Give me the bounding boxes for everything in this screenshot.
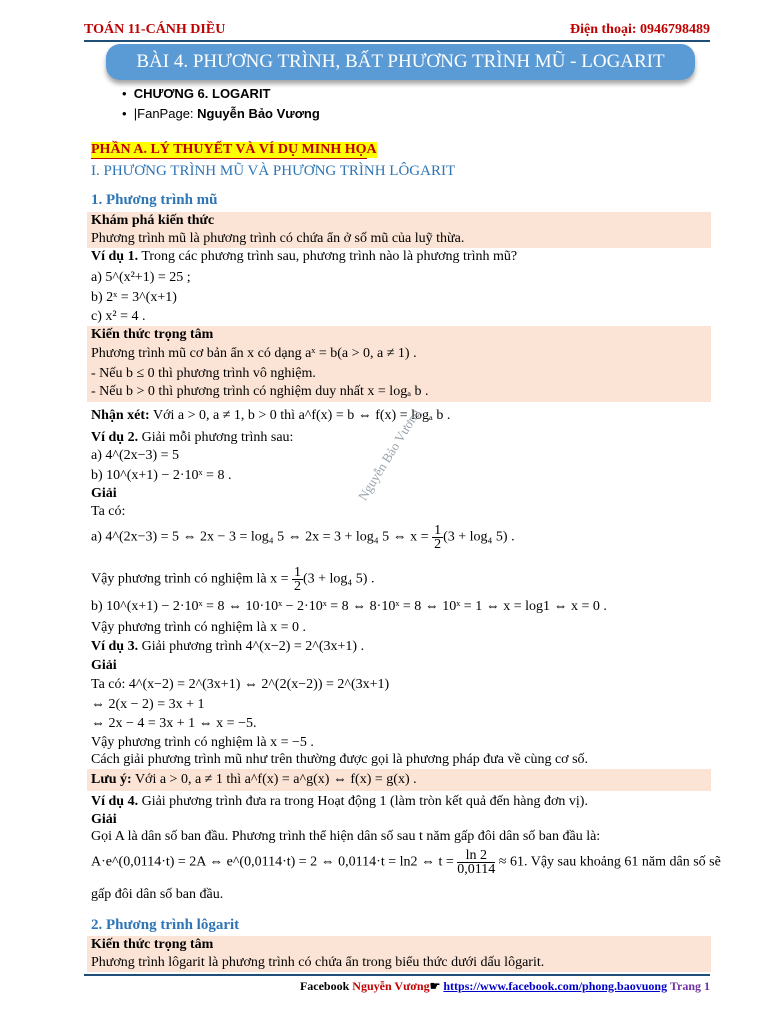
footer-facebook: Facebook: [299, 979, 353, 993]
header-divider: [84, 40, 710, 42]
half-fraction-2: [292, 566, 303, 593]
key-knowledge-line-1: Phương trình mũ cơ bản ẩn x có dạng aˣ = b(a > 0, a ≠ 1) .: [91, 346, 417, 361]
example-4-solve-label: Giải: [91, 812, 117, 827]
example-4-line-2-pre: A·e^(0,0114·t) = 2A ⇔ e^(0,0114·t) = 2 ⇔ 0,0114·t = ln2 ⇔ t =: [91, 854, 454, 870]
conclusion-a-post: (3 + log₄ 5) .: [302, 571, 375, 587]
example-1-a: a) 5^(x²+1) = 25 ;: [91, 270, 191, 285]
key-knowledge-2-title: Kiến thức trọng tâm: [91, 937, 214, 952]
half-den-2: 2: [293, 579, 301, 594]
section-a-heading: PHẦN A. LÝ THUYẾT VÀ VÍ DỤ MINH HỌA: [91, 142, 377, 157]
explore-title: Khám phá kiến thức: [91, 213, 215, 228]
sub-heading-exponential: 1. Phương trình mũ: [91, 192, 218, 208]
example-3-text: Giải phương trình 4^(x−2) = 2^(3x+1) .: [141, 639, 365, 654]
example-2-solution-b: b) 10^(x+1) − 2·10ˣ = 8 ⇔ 10·10ˣ − 2·10ˣ = 8 ⇔ 8·10ˣ = 8 ⇔ 10ˣ = 1 ⇔ x = log1 ⇔ x = 0 .: [91, 599, 607, 614]
footer-divider: [84, 974, 710, 976]
example-2-conclusion-a: [91, 566, 374, 593]
example-1-label: Ví dụ 1.: [91, 249, 139, 264]
example-4-line-2: [91, 849, 721, 876]
solution-a-post: (3 + log₄ 5) .: [443, 529, 515, 545]
ln2-num: ln 2: [457, 849, 495, 863]
example-2-text: Giải mỗi phương trình sau:: [141, 430, 294, 445]
page-number: Trang 1: [667, 979, 710, 993]
key-knowledge-2-text: Phương trình lôgarit là phương trình có chứa ẩn trong biểu thức dưới dấu lôgarit.: [91, 955, 545, 970]
example-2-label: Ví dụ 2.: [91, 430, 139, 445]
footer-author: Nguyễn Vương: [352, 979, 430, 993]
footer: [300, 979, 710, 994]
chapter-label: CHƯƠNG 6. LOGARIT: [133, 86, 271, 101]
example-2-a: a) 4^(2x−3) = 5: [91, 448, 180, 463]
ln2-fraction: [457, 849, 495, 876]
example-4: [91, 794, 588, 810]
example-2-conclusion-b: Vậy phương trình có nghiệm là x = 0 .: [91, 620, 306, 635]
header-subject: TOÁN 11-CÁNH DIỀU: [84, 22, 226, 37]
fanpage-prefix: |FanPage:: [133, 106, 198, 121]
lesson-title-banner: BÀI 4. PHƯƠNG TRÌNH, BẤT PHƯƠNG TRÌNH MŨ - LOGARIT: [106, 44, 695, 80]
watermark-text: Nguyễn Bảo Vương: [355, 406, 424, 503]
example-1-b: b) 2ˣ = 3^(x+1): [91, 290, 177, 305]
pointing-hand-icon: ☛: [429, 979, 444, 993]
heading-1: I. PHƯƠNG TRÌNH MŨ VÀ PHƯƠNG TRÌNH LÔGARIT: [91, 163, 456, 179]
example-3-solve-label: Giải: [91, 658, 117, 673]
example-4-line-1: Gọi A là dân số ban đầu. Phương trình thể hiện dân số sau t năm gấp đôi dân số ban đầu là:: [91, 829, 601, 844]
key-knowledge-title: Kiến thức trọng tâm: [91, 327, 214, 342]
example-3-line-4: Vậy phương trình có nghiệm là x = −5 .: [91, 735, 314, 750]
header-phone: Điện thoại: 0946798489: [570, 22, 710, 37]
solution-a-pre: a) 4^(2x−3) = 5 ⇔ 2x − 3 = log₄ 5 ⇔ 2x = 3 + log₄ 5 ⇔ x =: [91, 529, 429, 545]
key-knowledge-line-3: - Nếu b > 0 thì phương trình có nghiệm duy nhất x = logₐ b .: [91, 384, 429, 399]
example-3-line-2: ⇔ 2(x − 2) = 3x + 1: [91, 697, 205, 712]
note-text: Với a > 0, a ≠ 1 thì a^f(x) = a^g(x) ⇔ f(x) = g(x) .: [134, 772, 417, 787]
example-1-text: Trong các phương trình sau, phương trình nào là phương trình mũ?: [141, 249, 518, 264]
example-2-taco: Ta có:: [91, 504, 126, 519]
example-4-line-2-post: ≈ 61. Vậy sau khoảng 61 năm dân số sẽ: [498, 854, 721, 870]
example-2-b: b) 10^(x+1) − 2·10ˣ = 8 .: [91, 468, 232, 483]
example-2-solve-label: Giải: [91, 486, 117, 501]
example-4-text: Giải phương trình đưa ra trong Hoạt động 1 (làm tròn kết quả đến hàng đơn vị).: [141, 794, 588, 809]
conclusion-a-pre: Vậy phương trình có nghiệm là x =: [91, 571, 289, 587]
half-den: 2: [434, 537, 442, 552]
example-3-line-3: ⇔ 2x − 4 = 3x + 1 ⇔ x = −5.: [91, 716, 257, 731]
explore-text: Phương trình mũ là phương trình có chứa ẩn ở số mũ của luỹ thừa.: [91, 231, 465, 246]
section-a-underline: [91, 158, 367, 159]
half-num-2: 1: [293, 565, 301, 580]
example-2-solution-a: [91, 524, 515, 551]
chapter-bullet: • CHƯƠNG 6. LOGARIT: [122, 86, 271, 101]
half-fraction: [432, 524, 443, 551]
example-1-c: c) x² = 4 .: [91, 309, 146, 324]
example-3-label: Ví dụ 3.: [91, 639, 139, 654]
example-4-line-3: gấp đôi dân số ban đầu.: [91, 887, 224, 902]
remark: [91, 408, 450, 424]
sub-heading-logarithmic: 2. Phương trình lôgarit: [91, 917, 240, 933]
example-2: [91, 430, 293, 446]
example-3-line-5: Cách giải phương trình mũ như trên thường được gọi là phương pháp đưa về cùng cơ số.: [91, 752, 589, 767]
example-1: [91, 249, 517, 265]
remark-text: Với a > 0, a ≠ 1, b > 0 thì a^f(x) = b ⇔ f(x) = logₐ b .: [152, 408, 451, 423]
example-4-label: Ví dụ 4.: [91, 794, 139, 809]
ln2-den: 0,0114: [457, 862, 496, 877]
key-knowledge-line-2: - Nếu b ≤ 0 thì phương trình vô nghiệm.: [91, 366, 316, 381]
note-label: Lưu ý:: [91, 772, 132, 787]
footer-link[interactable]: https://www.facebook.com/phong.baovuong: [443, 979, 668, 993]
example-3: [91, 639, 364, 655]
fanpage-bullet: • |FanPage: Nguyễn Bảo Vương: [122, 106, 320, 121]
remark-label: Nhận xét:: [91, 408, 150, 423]
example-3-line-1: Ta có: 4^(x−2) = 2^(3x+1) ⇔ 2^(2(x−2)) = 2^(3x+1): [91, 677, 390, 692]
note: [91, 772, 417, 788]
fanpage-name: Nguyễn Bảo Vương: [197, 106, 320, 121]
half-num: 1: [434, 523, 442, 538]
